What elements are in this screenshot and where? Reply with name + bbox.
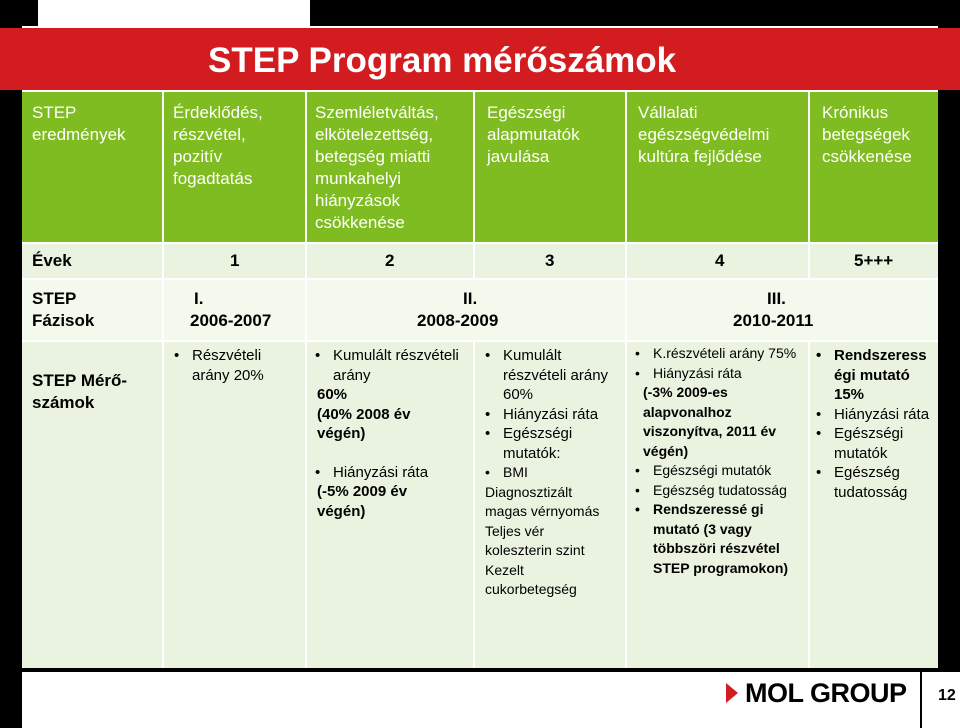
metric-subitem: Kezelt cukorbetegség — [485, 561, 577, 597]
results-item-2-text: Szemléletváltás, elkötelezettség, betegség miatti munkahelyi hiányzások csökkenése — [315, 103, 439, 232]
year-2-text: 2 — [385, 251, 395, 270]
metric-text: Rendszeressé gi mutató (3 vagy többszöri részvétel STEP programokon) — [653, 501, 789, 576]
results-item-5-text: Krónikus betegségek csökkenése — [822, 103, 912, 166]
metrics-col-4 — [627, 342, 808, 668]
phase-3-roman: III. — [767, 289, 786, 308]
results-header — [22, 92, 162, 242]
page-title: STEP Program mérőszámok — [208, 41, 677, 80]
phase-3-years: 2010-2011 — [733, 311, 814, 330]
metric-item: • BMI — [485, 464, 528, 480]
metric-item: • Rendszeressé gi mutató (3 vagy többszöri részvétel STEP programokon) — [635, 501, 789, 576]
metric-text: Hiányzási ráta — [653, 364, 742, 381]
metric-item: • Rendszeress égi mutató 15% — [816, 347, 927, 403]
results-item-3 — [475, 92, 625, 242]
metric-value: 60% — [317, 386, 348, 403]
phase-2 — [307, 280, 625, 340]
year-1 — [164, 244, 305, 278]
metrics-col-1 — [164, 342, 305, 668]
metric-text: Kumulált részvételi arány — [333, 347, 459, 384]
mol-group-logo: MOL GROUP — [745, 678, 907, 708]
metric-item: • Egészség tudatosság — [816, 464, 908, 501]
metric-text: Kumulált részvételi arány 60% — [503, 347, 609, 403]
phases-header-line1: STEP — [32, 289, 77, 308]
phases-header — [22, 280, 162, 340]
metric-text: Egészség tudatosság — [653, 481, 787, 498]
metric-text: Hiányzási ráta — [503, 405, 599, 423]
metric-text: Rendszeress égi mutató 15% — [834, 347, 927, 403]
metric-item: • Hiányzási ráta — [315, 463, 429, 481]
metric-item: • Hiányzási ráta — [635, 364, 742, 381]
metric-note: (40% 2008 év végén) — [317, 405, 411, 442]
year-5-text: 5+++ — [854, 251, 894, 270]
right-frame — [938, 26, 960, 680]
metric-subitem: Diagnosztizált magas vérnyomás — [485, 483, 600, 519]
title-bar — [0, 28, 960, 90]
metric-text: K.részvételi arány 75% — [653, 345, 797, 361]
metrics-header — [22, 342, 162, 668]
metric-text: Egészségi mutatók — [834, 425, 904, 462]
results-item-5 — [810, 92, 938, 242]
metrics-header-text: STEP Mérő-számok — [32, 371, 128, 412]
metric-item: • Kumulált részvételi arány 60% — [485, 347, 609, 403]
top-tab — [38, 0, 310, 26]
year-1-text: 1 — [230, 251, 240, 270]
metric-item: • K.részvételi arány 75% — [635, 345, 797, 361]
metric-item: • Hiányzási ráta — [816, 405, 930, 423]
phases-header-line2: Fázisok — [32, 311, 95, 330]
results-header-text: STEP eredmények — [32, 103, 126, 144]
logo-arrow-icon — [726, 683, 738, 703]
results-item-4 — [627, 92, 808, 242]
metric-note: (-3% 2009-es alapvonalhoz viszonyítva, 2011 év végén) — [643, 384, 777, 459]
metric-text: Hiányzási ráta — [834, 405, 930, 423]
left-frame — [0, 26, 22, 728]
results-item-3-text: Egészségi alapmutatók javulása — [487, 103, 580, 166]
page-number: 12 — [938, 687, 956, 704]
phase-1-years: 2006-2007 — [190, 311, 272, 330]
top-frame — [0, 0, 960, 26]
year-5 — [810, 244, 938, 278]
metric-item: • Egészség tudatosság — [635, 481, 787, 498]
metrics-col-3 — [475, 342, 625, 668]
metric-text: Egészség tudatosság — [834, 464, 908, 501]
years-header-text: Évek — [32, 251, 72, 270]
phase-2-years: 2008-2009 — [417, 311, 499, 330]
year-2 — [307, 244, 473, 278]
phase-1-roman: I. — [194, 289, 204, 308]
metric-text: Egészségi mutatók — [653, 462, 772, 478]
year-4 — [627, 244, 808, 278]
metric-item: • Kumulált részvételi arány — [315, 347, 459, 384]
metrics-col-5 — [810, 342, 938, 668]
phase-2-roman: II. — [463, 289, 478, 308]
metric-text: BMI — [503, 464, 528, 480]
metric-item: • Részvételi arány 20% — [174, 347, 264, 384]
metric-item: • Hiányzási ráta — [485, 405, 599, 423]
metric-text: Részvételi arány 20% — [192, 347, 264, 384]
metrics-col-2 — [307, 342, 473, 668]
phase-1 — [164, 280, 305, 340]
results-item-2 — [307, 92, 473, 242]
metric-text: Hiányzási ráta — [333, 463, 429, 481]
metric-item: • Egészségi mutatók — [816, 425, 904, 462]
phase-3 — [627, 280, 938, 340]
results-item-4-text: Vállalati egészségvédelmi kultúra fejlődése — [638, 103, 770, 166]
metric-item: • Egészségi mutatók — [635, 462, 772, 478]
year-4-text: 4 — [715, 251, 725, 270]
metric-subitem: Teljes vér koleszterin szint — [485, 522, 585, 558]
year-3-text: 3 — [545, 251, 555, 270]
results-item-1-text: Érdeklődés, részvétel, pozitív fogadtatás — [173, 103, 263, 188]
metric-item: • Egészségi mutatók: — [485, 425, 573, 462]
results-item-1 — [164, 92, 305, 242]
years-header — [22, 244, 162, 278]
year-3 — [475, 244, 625, 278]
metric-text: Egészségi mutatók: — [503, 425, 573, 462]
metric-note: (-5% 2009 év végén) — [317, 483, 408, 520]
